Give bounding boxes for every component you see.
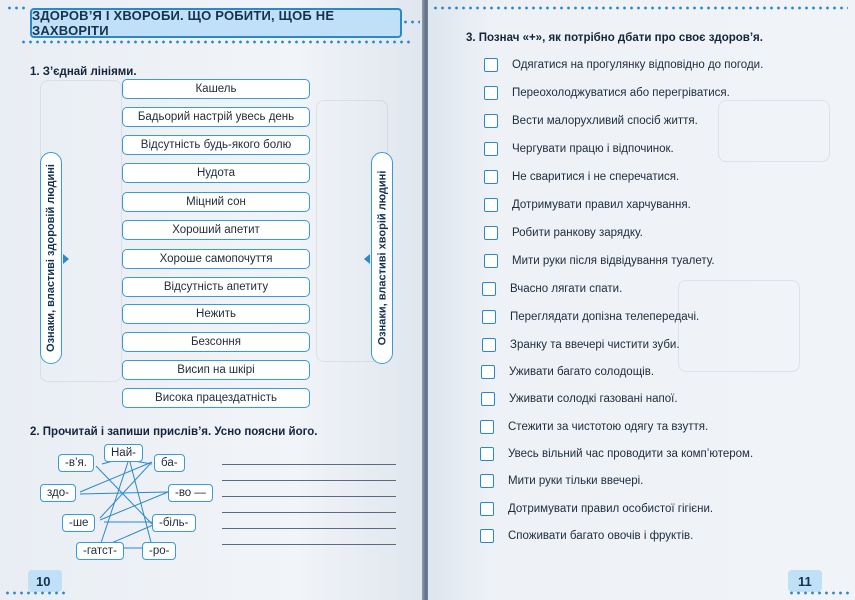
- checklist-item-label: Зранку та ввечері чистити зуби.: [510, 339, 680, 351]
- checklist-item-label: Вести малорухливий спосіб життя.: [512, 115, 698, 127]
- syllable-vya[interactable]: -в’я.: [58, 454, 94, 472]
- checklist-item-label: Не сваритися і не сперечатися.: [512, 171, 680, 183]
- checklist-item[interactable]: [480, 472, 643, 490]
- checklist-item-label: Уживати солодкі газовані напої.: [509, 393, 678, 405]
- page-number-dots-right: [788, 591, 852, 595]
- checklist-item-label: Переглядати допізна телепередачі.: [510, 311, 700, 323]
- checkbox[interactable]: [482, 282, 496, 296]
- checklist-item-label: Увесь вільний час проводити за комп’ютером.: [508, 448, 754, 460]
- checklist-item-label: Вчасно лягати спати.: [510, 283, 623, 295]
- checklist-item[interactable]: [484, 84, 730, 102]
- healthy-signs-label: Ознаки, властиві здоровій людині: [45, 164, 57, 352]
- checklist-item-label: Робити ранкову зарядку.: [512, 227, 643, 239]
- checkbox[interactable]: [480, 529, 494, 543]
- symptom-pill[interactable]: Висип на шкірі: [122, 360, 310, 380]
- checkbox[interactable]: [482, 310, 496, 324]
- checklist-item[interactable]: [480, 500, 713, 518]
- checkbox[interactable]: [480, 420, 494, 434]
- symptom-pill[interactable]: Відсутність будь-якого болю: [122, 135, 310, 155]
- checklist-item-label: Мити руки тільки ввечері.: [508, 475, 644, 487]
- checklist-item[interactable]: [480, 445, 753, 463]
- checklist-item[interactable]: [481, 363, 654, 381]
- symptom-pill[interactable]: Нежить: [122, 304, 310, 324]
- checkbox[interactable]: [484, 142, 498, 156]
- syllable-nai[interactable]: Най-: [104, 444, 143, 462]
- faint-background-figure: [678, 280, 800, 372]
- symptom-pill[interactable]: Міцний сон: [122, 192, 310, 212]
- topic-title: ЗДОРОВ’Я І ХВОРОБИ. ЩО РОБИТИ, ЩОБ НЕ ЗАХВОРІТИ: [32, 8, 335, 38]
- checkbox[interactable]: [484, 198, 498, 212]
- checklist-item[interactable]: [484, 224, 643, 242]
- checklist-item-label: Мити руки після відвідування туалету.: [512, 255, 715, 267]
- checklist-item[interactable]: [480, 418, 708, 436]
- checkbox[interactable]: [482, 338, 496, 352]
- symptom-pill[interactable]: Нудота: [122, 163, 310, 183]
- sick-signs-label: Ознаки, властиві хворій людині: [376, 170, 389, 346]
- checkbox[interactable]: [484, 226, 498, 240]
- checklist-item[interactable]: [482, 308, 699, 326]
- syllable-zdo[interactable]: здо-: [40, 484, 76, 502]
- checklist-item[interactable]: [481, 390, 678, 408]
- syllable-ro[interactable]: -ро-: [142, 542, 176, 560]
- checklist-item-label: Дотримувати правил особистої гігієни.: [508, 503, 714, 515]
- answer-line[interactable]: [222, 464, 396, 465]
- checkbox[interactable]: [484, 58, 498, 72]
- checklist-item[interactable]: [484, 196, 691, 214]
- checklist-item-label: Уживати багато солодощів.: [509, 366, 655, 378]
- checklist-item-label: Дотримувати правил харчування.: [512, 199, 691, 211]
- checklist-item[interactable]: [482, 280, 622, 298]
- checklist-item-label: Стежити за чистотою одягу та взуття.: [508, 421, 709, 433]
- checklist-item[interactable]: [484, 112, 698, 130]
- checkbox[interactable]: [481, 392, 495, 406]
- task1-title: 1. З’єднай лініями.: [30, 66, 137, 78]
- syllable-ba[interactable]: ба-: [154, 454, 185, 472]
- page-number-left: 10: [36, 574, 51, 589]
- answer-line[interactable]: [222, 544, 396, 545]
- task2-title: 2. Прочитай і запиши прислів’я. Усно поясни його.: [30, 426, 318, 438]
- checkbox[interactable]: [481, 365, 495, 379]
- checklist-item[interactable]: [480, 527, 693, 545]
- checkbox[interactable]: [484, 86, 498, 100]
- symptom-pill[interactable]: Кашель: [122, 79, 310, 99]
- symptom-pill[interactable]: Безсоння: [122, 332, 310, 352]
- checklist-item-label: Споживати багато овочів і фруктів.: [508, 530, 694, 542]
- checklist-item[interactable]: [484, 56, 763, 74]
- checklist-item[interactable]: [482, 336, 680, 354]
- symptom-pill[interactable]: Хороший апетит: [122, 220, 310, 240]
- syllable-she[interactable]: -ше: [62, 514, 95, 532]
- answer-line[interactable]: [222, 496, 396, 497]
- checkbox[interactable]: [480, 474, 494, 488]
- symptom-pill[interactable]: Відсутність апетиту: [122, 277, 310, 297]
- syllable-bil[interactable]: -біль-: [152, 514, 196, 532]
- faint-background-figure: [718, 100, 830, 162]
- checkbox[interactable]: [484, 114, 498, 128]
- page-number-dots-left: [4, 591, 68, 595]
- symptom-pill[interactable]: Висока працездатність: [122, 388, 310, 408]
- answer-line[interactable]: [222, 528, 396, 529]
- checklist-item-label: Чергувати працю і відпочинок.: [512, 143, 674, 155]
- checkbox[interactable]: [480, 502, 494, 516]
- checkbox[interactable]: [480, 447, 494, 461]
- syllable-hatst[interactable]: -гатст-: [76, 542, 124, 560]
- checklist-item[interactable]: [484, 168, 679, 186]
- answer-line[interactable]: [222, 512, 396, 513]
- checklist-item[interactable]: [484, 252, 715, 270]
- symptom-pill[interactable]: Хороше самопочуття: [122, 249, 310, 269]
- checklist-item[interactable]: [484, 140, 674, 158]
- checklist-item-label: Одягатися на прогулянку відповідно до погоди.: [512, 59, 764, 71]
- page-number-right: 11: [798, 574, 812, 589]
- checklist-item-label: Переохолоджуватися або перегріватися.: [512, 87, 730, 99]
- checkbox[interactable]: [484, 170, 498, 184]
- symptom-pill[interactable]: Бадьорий настрій увесь день: [122, 107, 310, 127]
- checkbox[interactable]: [484, 254, 498, 268]
- syllable-vo[interactable]: -во —: [168, 484, 213, 502]
- answer-line[interactable]: [222, 480, 396, 481]
- task3-title: 3. Познач «+», як потрібно дбати про своє здоров’я.: [466, 32, 763, 44]
- top-dots-right: [432, 6, 848, 10]
